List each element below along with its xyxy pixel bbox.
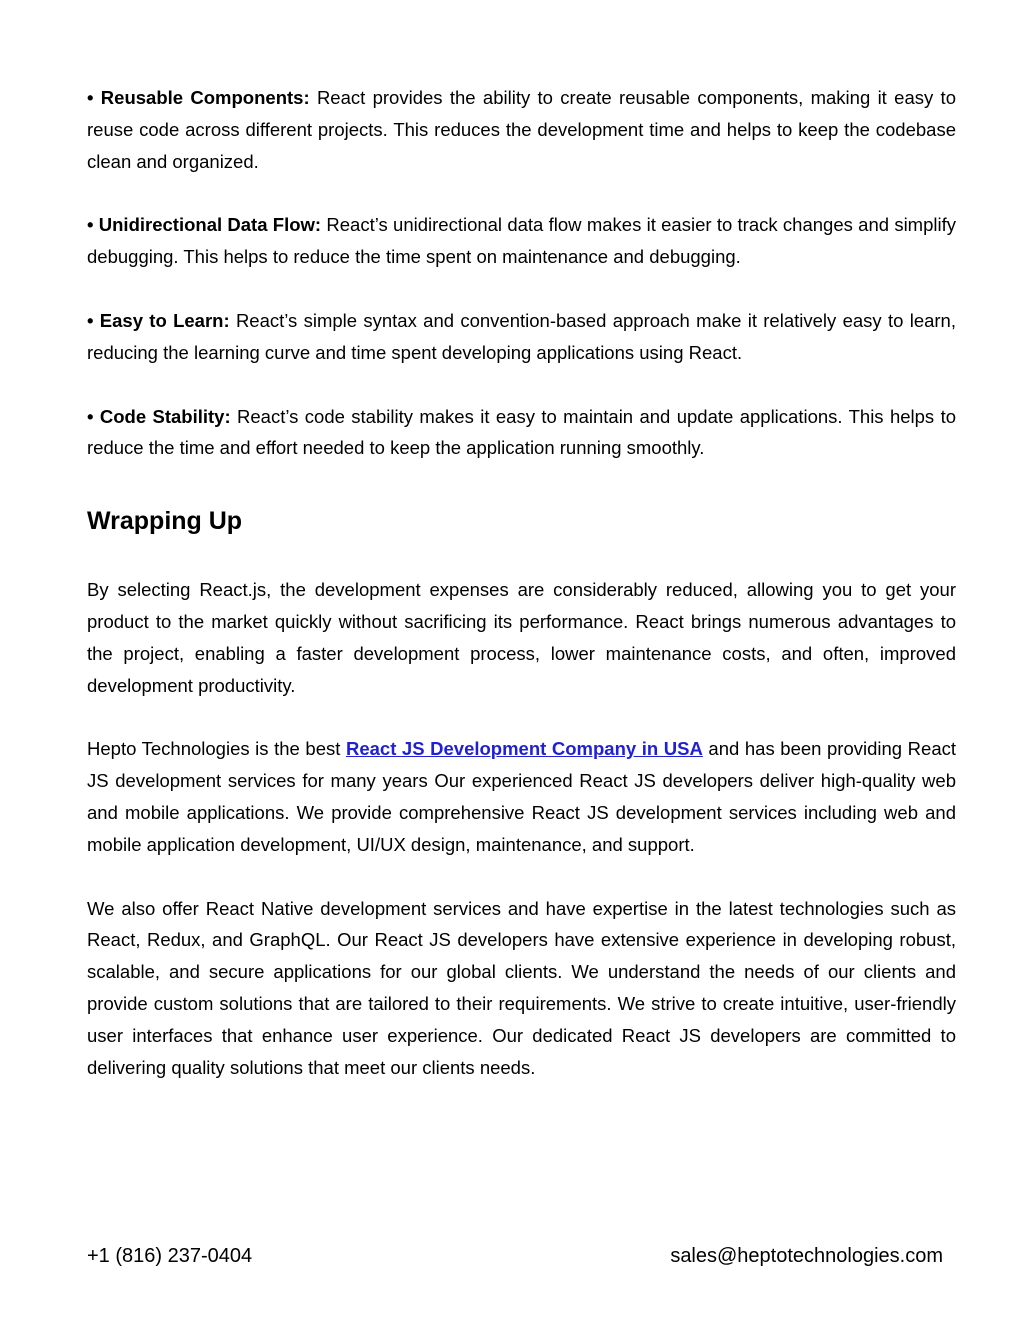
bullet-text: React’s simple syntax and convention-based approach make it relatively easy to learn, reducing the learning curve and time spent developing applications using React.: [87, 309, 956, 363]
paragraph-text-before-link: Hepto Technologies is the best: [87, 738, 346, 760]
bullet-title: • Reusable Components:: [87, 87, 310, 108]
page-footer: [87, 1243, 943, 1269]
paragraph-cost-reduction: By selecting React.js, the development expenses are considerably reduced, allowing you to get your product to the market quickly without sacrificing its performance. React brings numerous advantages to the project, enabling a faster development process, lower maintenance costs, and often, improved development productivity.: [87, 579, 956, 696]
paragraph-company-intro: [87, 733, 956, 860]
bullet-title: • Code Stability:: [87, 405, 231, 427]
bullet-text: React’s code stability makes it easy to maintain and update applications. This helps to reduce the time and effort needed to keep the application running smoothly.: [87, 405, 956, 459]
footer-phone: +1 (816) 237-0404: [87, 1245, 253, 1267]
bullet-text: React provides the ability to create reusable components, making it easy to reuse code across different projects. This reduces the development time and helps to keep the codebase clean and organized.: [87, 87, 956, 172]
section-heading: Wrapping Up: [87, 507, 243, 536]
company-link[interactable]: React JS Development Company in USA: [345, 738, 703, 760]
footer-email: sales@heptotechnologies.com: [670, 1245, 943, 1267]
bullet-text: React’s unidirectional data flow makes it easier to track changes and simplify debugging. This helps to reduce the time spent on maintenance and debugging.: [87, 214, 956, 268]
bullet-reusable-components: [87, 82, 956, 177]
bullet-code-stability: [87, 401, 956, 465]
bullet-unidirectional-data-flow: [87, 209, 956, 273]
bullet-title: • Easy to Learn:: [87, 309, 230, 331]
paragraph-react-native: We also offer React Native development services and have expertise in the latest technologies such as React, Redux, and GraphQL. Our React JS developers have extensive experience in developing robust, scalable, and secure applications for our global clients. We understand the needs of our clients and provide custom solutions that are tailored to their requirements. We strive to create intuitive, user-friendly user interfaces that enhance user experience. Our dedicated React JS developers are committed to delivering quality solutions that meet our clients needs.: [87, 897, 956, 1078]
bullet-title: • Unidirectional Data Flow:: [87, 214, 322, 236]
paragraph-text-after-link: and has been providing React JS development services for many years Our experienced React JS developers deliver high-quality web and mobile applications. We provide comprehensive React JS development services including web and mobile application development, UI/UX design, maintenance, and support.: [87, 738, 956, 855]
wrapping-up-section: [87, 574, 956, 1083]
bullet-easy-to-learn: [87, 305, 956, 369]
document-body: [87, 82, 956, 1083]
benefits-list: [87, 82, 956, 464]
